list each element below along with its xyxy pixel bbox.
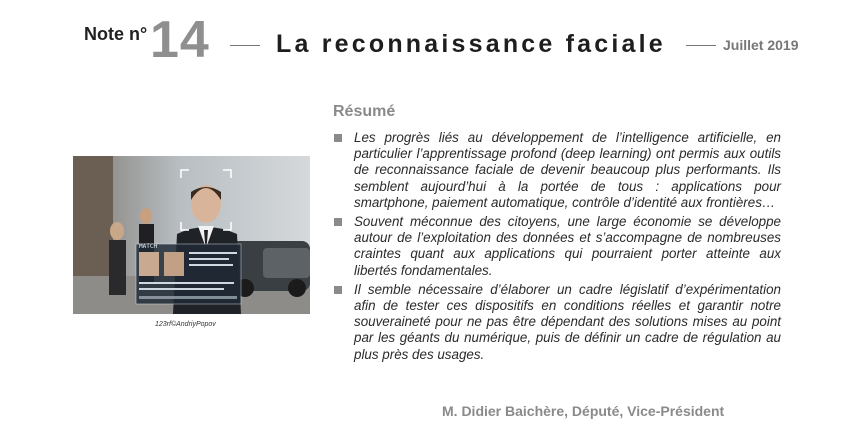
summary-item-text: Il semble nécessaire d’élaborer un cadre législatif d’expérimentation afin de tester ces dispositifs en conditions réelles et garantir notre souveraineté pour ne pas être dépendant des solutions mises au point par les géants du numérique, puis de définir un cadre de régulation au plus près des usages. [354, 281, 781, 362]
title-rule-left [230, 45, 260, 46]
author-signature: M. Didier Baichère, Député, Vice-Président [442, 403, 725, 419]
page-title: La reconnaissance faciale [276, 30, 666, 58]
title-rule-right [686, 45, 716, 46]
summary-heading: Résumé [333, 103, 396, 120]
note-number: 14 [150, 11, 210, 69]
publication-date: Juillet 2019 [723, 37, 799, 53]
bullet-square-icon [334, 286, 342, 294]
summary-item-text: Les progrès liés au développement de l’intelligence artificielle, en particulier l’apprentissage profond (deep learning) ont permis aux outils de reconnaissance faciale de devenir beaucoup plus performants. Ils semblent aujourd’hui à la portée de tous : applications pour smartphone, paiement automatique, contrôle d’identité aux frontières… [354, 130, 781, 210]
summary-list [333, 130, 781, 366]
facial-recognition-photo [73, 156, 310, 314]
summary-item-text: Souvent méconnue des citoyens, une large économie se développe autour de l’exploitation des données et s’accompagne de nombreuses craintes quant aux applications qui pourraient porter atteinte aux libertés fondamentales. [354, 214, 781, 278]
note-label: Note n° [84, 24, 148, 44]
bullet-square-icon [334, 134, 342, 142]
summary-item [333, 130, 781, 211]
summary-item [333, 282, 781, 363]
bullet-square-icon [334, 218, 342, 226]
photo-credit: 123rf©AndriyPopov [155, 321, 216, 328]
summary-item [333, 214, 781, 279]
match-overlay-label: MATCH [139, 243, 158, 250]
